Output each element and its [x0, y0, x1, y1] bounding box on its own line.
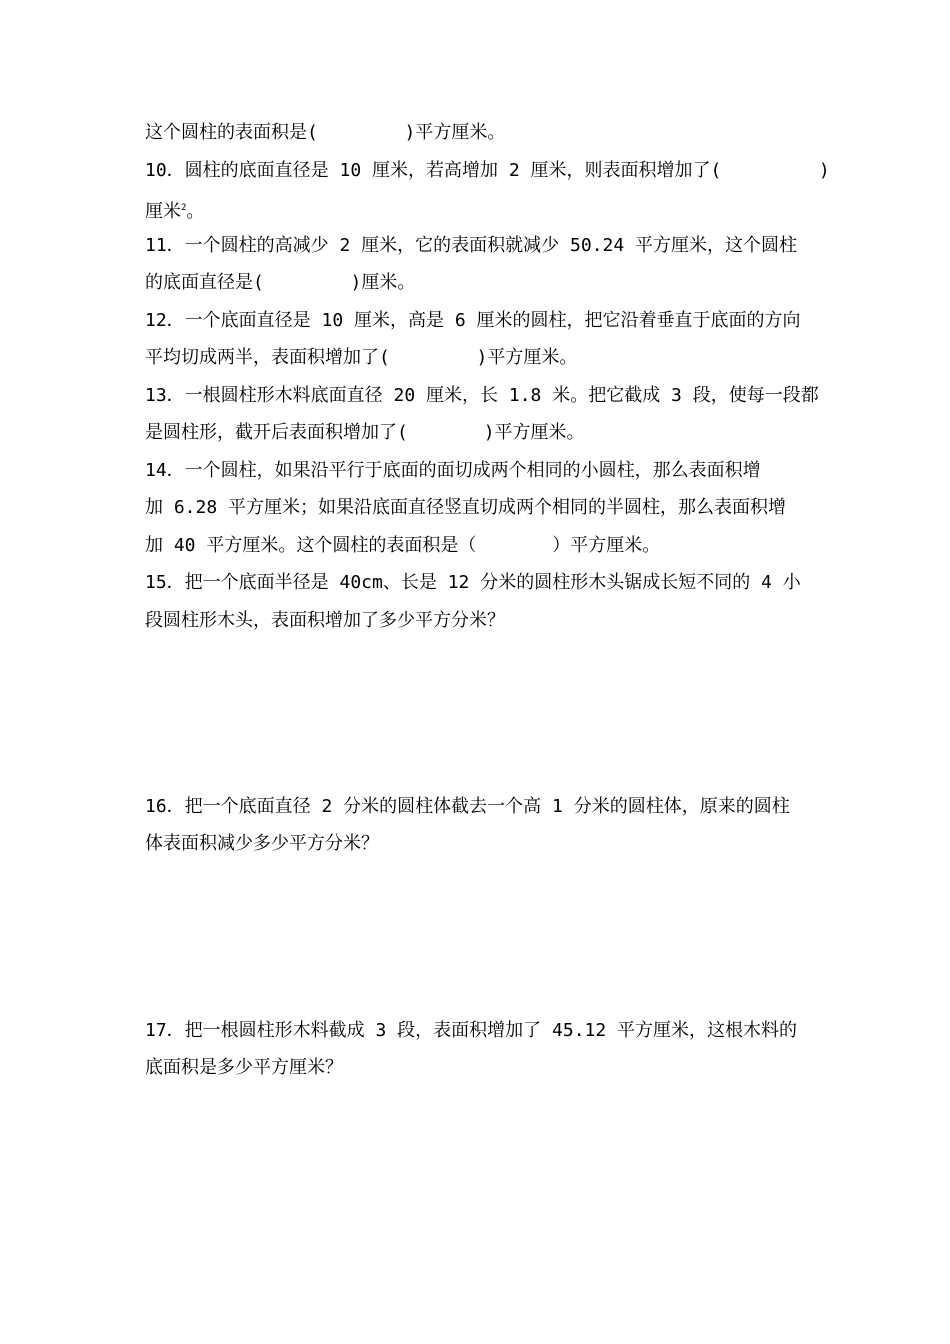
question-11-line-1: 11．一个圆柱的高减少 2 厘米，它的表面积就减少 50.24 平方厘米，这个圆柱	[145, 235, 798, 256]
question-15-line-2: 段圆柱形木头，表面积增加了多少平方分米？	[145, 610, 505, 631]
unit-superscript: 2	[181, 203, 187, 213]
question-16-line-1: 16．把一个底面直径 2 分米的圆柱体截去一个高 1 分米的圆柱体，原来的圆柱	[145, 796, 790, 817]
unit-text: 厘米	[145, 201, 181, 222]
question-15-line-1: 15．把一个底面半径是 40cm、长是 12 分米的圆柱形木头锯成长短不同的 4 小	[145, 572, 801, 593]
question-14-line-2: 加 6.28 平方厘米；如果沿底面直径竖直切成两个相同的半圆柱，那么表面积增	[145, 497, 787, 518]
question-14-line-1: 14．一个圆柱，如果沿平行于底面的面切成两个相同的小圆柱，那么表面积增	[145, 460, 761, 481]
question-17-line-2: 底面积是多少平方厘米？	[145, 1057, 343, 1078]
question-11-line-2: 的底面直径是( )厘米。	[145, 272, 416, 293]
question-13-line-2: 是圆柱形，截开后表面积增加了( )平方厘米。	[145, 422, 585, 443]
question-17-line-1: 17．把一根圆柱形木料截成 3 段，表面积增加了 45.12 平方厘米，这根木料的	[145, 1020, 798, 1041]
question-12-line-2: 平均切成两半，表面积增加了( )平方厘米。	[145, 347, 578, 368]
question-16-line-2: 体表面积减少多少平方分米？	[145, 833, 379, 854]
question-10-line-2	[145, 196, 204, 220]
sentence-end: 。	[186, 201, 205, 222]
question-12-line-1: 12．一个底面直径是 10 厘米，高是 6 厘米的圆柱，把它沿着垂直于底面的方向	[145, 310, 801, 331]
question-14-line-3: 加 40 平方厘米。这个圆柱的表面积是（ ）平方厘米。	[145, 535, 661, 556]
question-9-tail: 这个圆柱的表面积是( )平方厘米。	[145, 122, 506, 143]
question-10-line-1: 10．圆柱的底面直径是 10 厘米，若高增加 2 厘米，则表面积增加了( )	[145, 160, 830, 181]
question-13-line-1: 13．一根圆柱形木料底面直径 20 厘米，长 1.8 米。把它截成 3 段，使每一段都	[145, 385, 819, 406]
